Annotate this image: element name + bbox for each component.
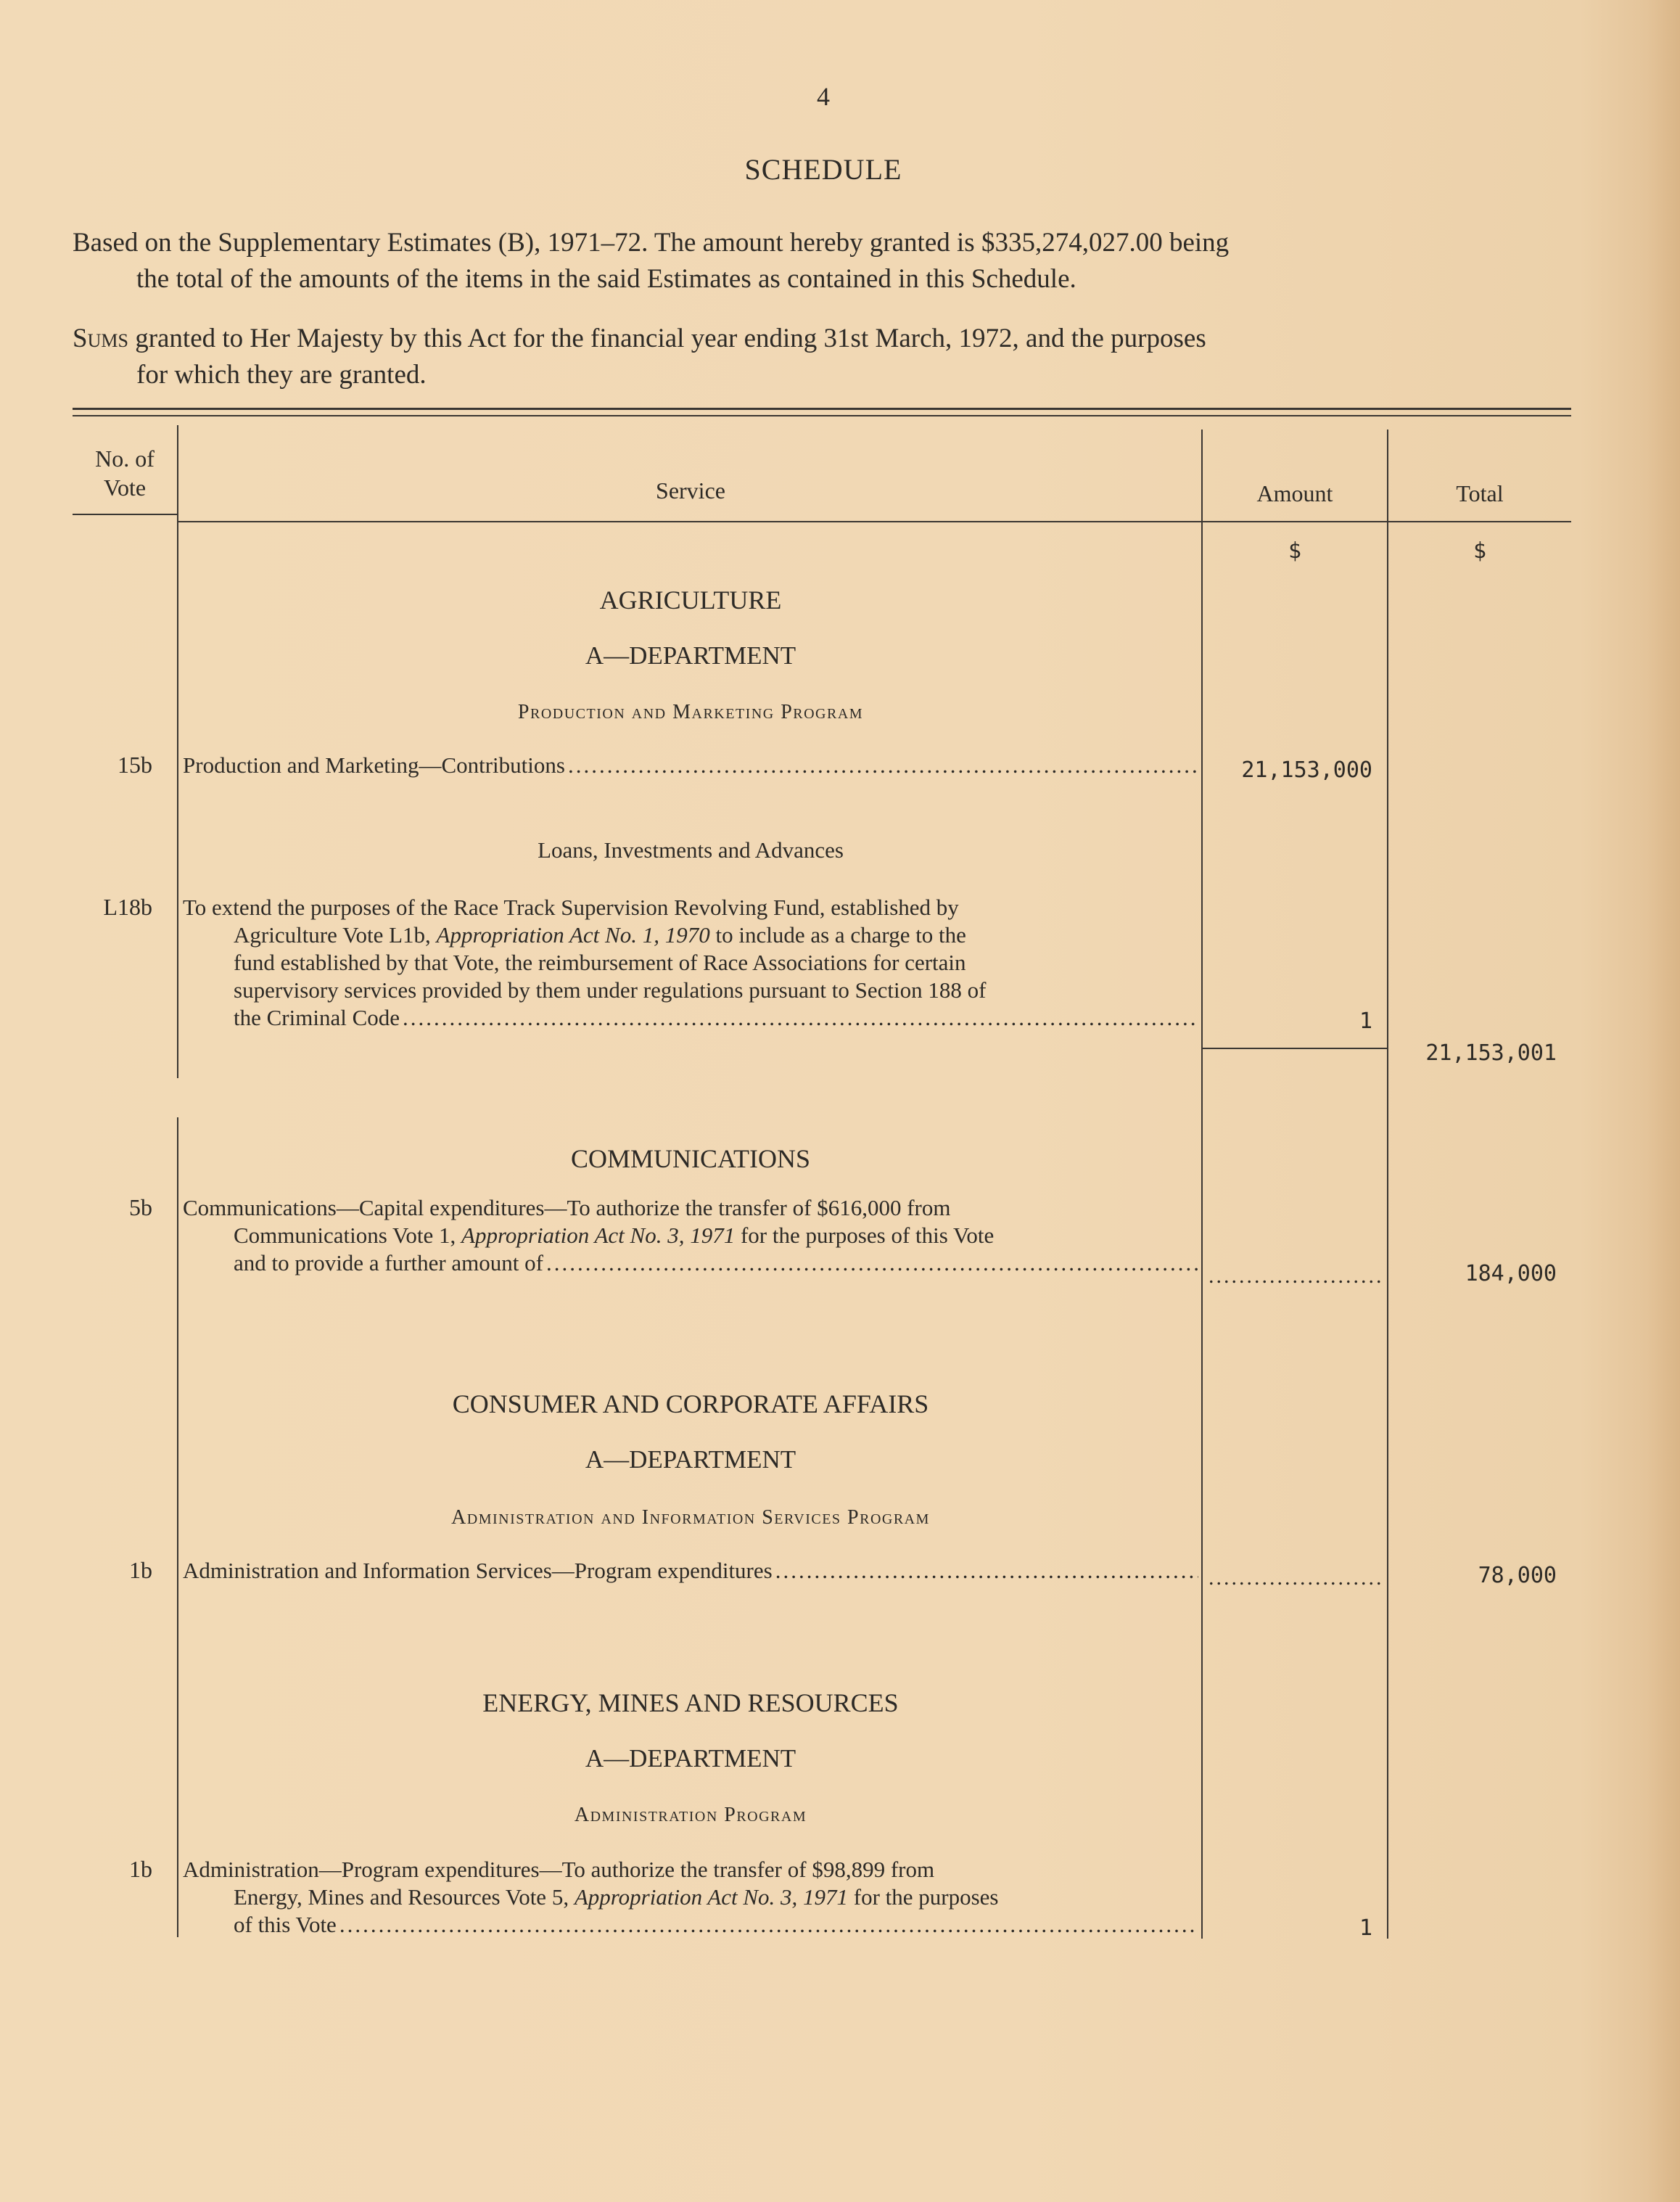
service-text: Agriculture Vote L1b,	[234, 922, 437, 948]
section-subheading: A—DEPARTMENT	[585, 641, 796, 670]
subsection-heading-loans: Loans, Investments and Advances	[538, 837, 844, 863]
service-text: fund established by that Vote, the reimbursement of Race Associations for certain	[234, 950, 966, 975]
intro-line: granted to Her Majesty by this Act for the financial year ending 31st March, 1972, and the purposes	[128, 324, 1206, 353]
service-text-italic: Appropriation Act No. 1, 1970	[436, 922, 710, 948]
service-text: Production and Marketing—Contributions	[183, 752, 565, 778]
table-top-rule	[73, 408, 1571, 410]
service-text: of this Vote	[234, 1912, 337, 1937]
column-header-total: Total	[1456, 480, 1504, 506]
service-text: the Criminal Code	[234, 1005, 400, 1030]
amount-unit: $	[1288, 538, 1302, 564]
intro-smallcaps-word: Sums	[73, 324, 128, 353]
service-item	[183, 1194, 1198, 1277]
service-item	[183, 894, 1198, 1032]
intro-line: for which they are granted.	[136, 360, 427, 390]
program-heading: Production and Marketing Program	[517, 701, 864, 723]
column-header-vote-line: Vote	[103, 475, 147, 501]
column-divider	[177, 425, 178, 1078]
column-divider	[1387, 430, 1388, 1939]
column-header-vote	[73, 444, 177, 502]
service-item	[183, 1557, 1198, 1585]
amount-value: 1	[1359, 1915, 1372, 1941]
service-text: and to provide a further amount of	[234, 1250, 543, 1275]
section-subheading: A—DEPARTMENT	[585, 1744, 796, 1772]
leader-dots	[568, 752, 1198, 779]
leader-dots	[403, 1004, 1198, 1032]
vote-number: 1b	[129, 1856, 152, 1882]
section-heading-energy: ENERGY, MINES AND RESOURCES	[482, 1688, 899, 1717]
section-heading-agriculture: AGRICULTURE	[599, 586, 782, 615]
service-item	[183, 1856, 1198, 1939]
column-header-vote-line: No. of	[95, 445, 155, 472]
amount-leader-dots	[1208, 1264, 1383, 1289]
total-unit: $	[1473, 538, 1487, 564]
header-underline	[1388, 521, 1571, 522]
intro-paragraph-estimates	[73, 225, 1571, 297]
service-text: Communications Vote 1,	[234, 1223, 462, 1248]
vote-number: 15b	[118, 752, 152, 778]
column-divider	[1201, 430, 1203, 1939]
intro-line: Based on the Supplementary Estimates (B), 1971–72. The amount hereby granted is $335,274,027.00 being	[73, 228, 1230, 258]
intro-paragraph-sums	[73, 321, 1571, 393]
vote-number: 5b	[129, 1194, 152, 1220]
service-text: To extend the purposes of the Race Track Supervision Revolving Fund, established by	[183, 895, 959, 920]
service-text: Administration—Program expenditures—To authorize the transfer of $98,899 from	[183, 1857, 935, 1882]
leader-dots	[775, 1557, 1198, 1585]
service-text: Energy, Mines and Resources Vote 5,	[234, 1884, 575, 1910]
section-subheading: A—DEPARTMENT	[585, 1445, 796, 1474]
section-heading-consumer: CONSUMER AND CORPORATE AFFAIRS	[452, 1389, 929, 1418]
header-underline	[178, 521, 1201, 522]
page-title: SCHEDULE	[744, 153, 902, 186]
program-heading: Administration and Information Services Program	[451, 1506, 930, 1529]
vote-number: 1b	[129, 1557, 152, 1583]
vote-number: L18b	[103, 894, 152, 920]
service-text-italic: Appropriation Act No. 3, 1971	[461, 1223, 736, 1248]
service-text: to include as a charge to the	[709, 922, 966, 948]
service-text: for the purposes	[848, 1884, 999, 1910]
section-heading-communications: COMMUNICATIONS	[570, 1144, 811, 1173]
amount-value: 1	[1359, 1008, 1372, 1034]
page-number: 4	[817, 82, 830, 111]
column-header-service: Service	[656, 477, 725, 504]
amount-value: 21,153,000	[1241, 757, 1372, 783]
service-item	[183, 752, 1198, 779]
subtotal-rule	[1203, 1048, 1387, 1049]
leader-dots	[546, 1249, 1198, 1277]
table-top-rule	[73, 415, 1571, 416]
header-underline	[1203, 521, 1387, 522]
service-text: for the purposes of this Vote	[735, 1223, 995, 1248]
service-text: supervisory services provided by them under regulations pursuant to Section 188 of	[234, 977, 987, 1003]
intro-line: the total of the amounts of the items in the said Estimates as contained in this Schedule.	[136, 264, 1076, 294]
total-value: 21,153,001	[1425, 1040, 1557, 1066]
program-heading: Administration Program	[574, 1804, 807, 1826]
service-text: Administration and Information Services—Program expenditures	[183, 1558, 773, 1583]
total-value: 184,000	[1465, 1261, 1557, 1286]
column-divider	[177, 1117, 178, 1937]
service-text: Communications—Capital expenditures—To authorize the transfer of $616,000 from	[183, 1195, 951, 1220]
amount-leader-dots	[1208, 1566, 1383, 1590]
leader-dots	[339, 1911, 1198, 1939]
total-value: 78,000	[1478, 1563, 1557, 1588]
service-text-italic: Appropriation Act No. 3, 1971	[574, 1884, 849, 1910]
column-header-amount: Amount	[1256, 480, 1333, 506]
header-underline	[73, 514, 177, 515]
